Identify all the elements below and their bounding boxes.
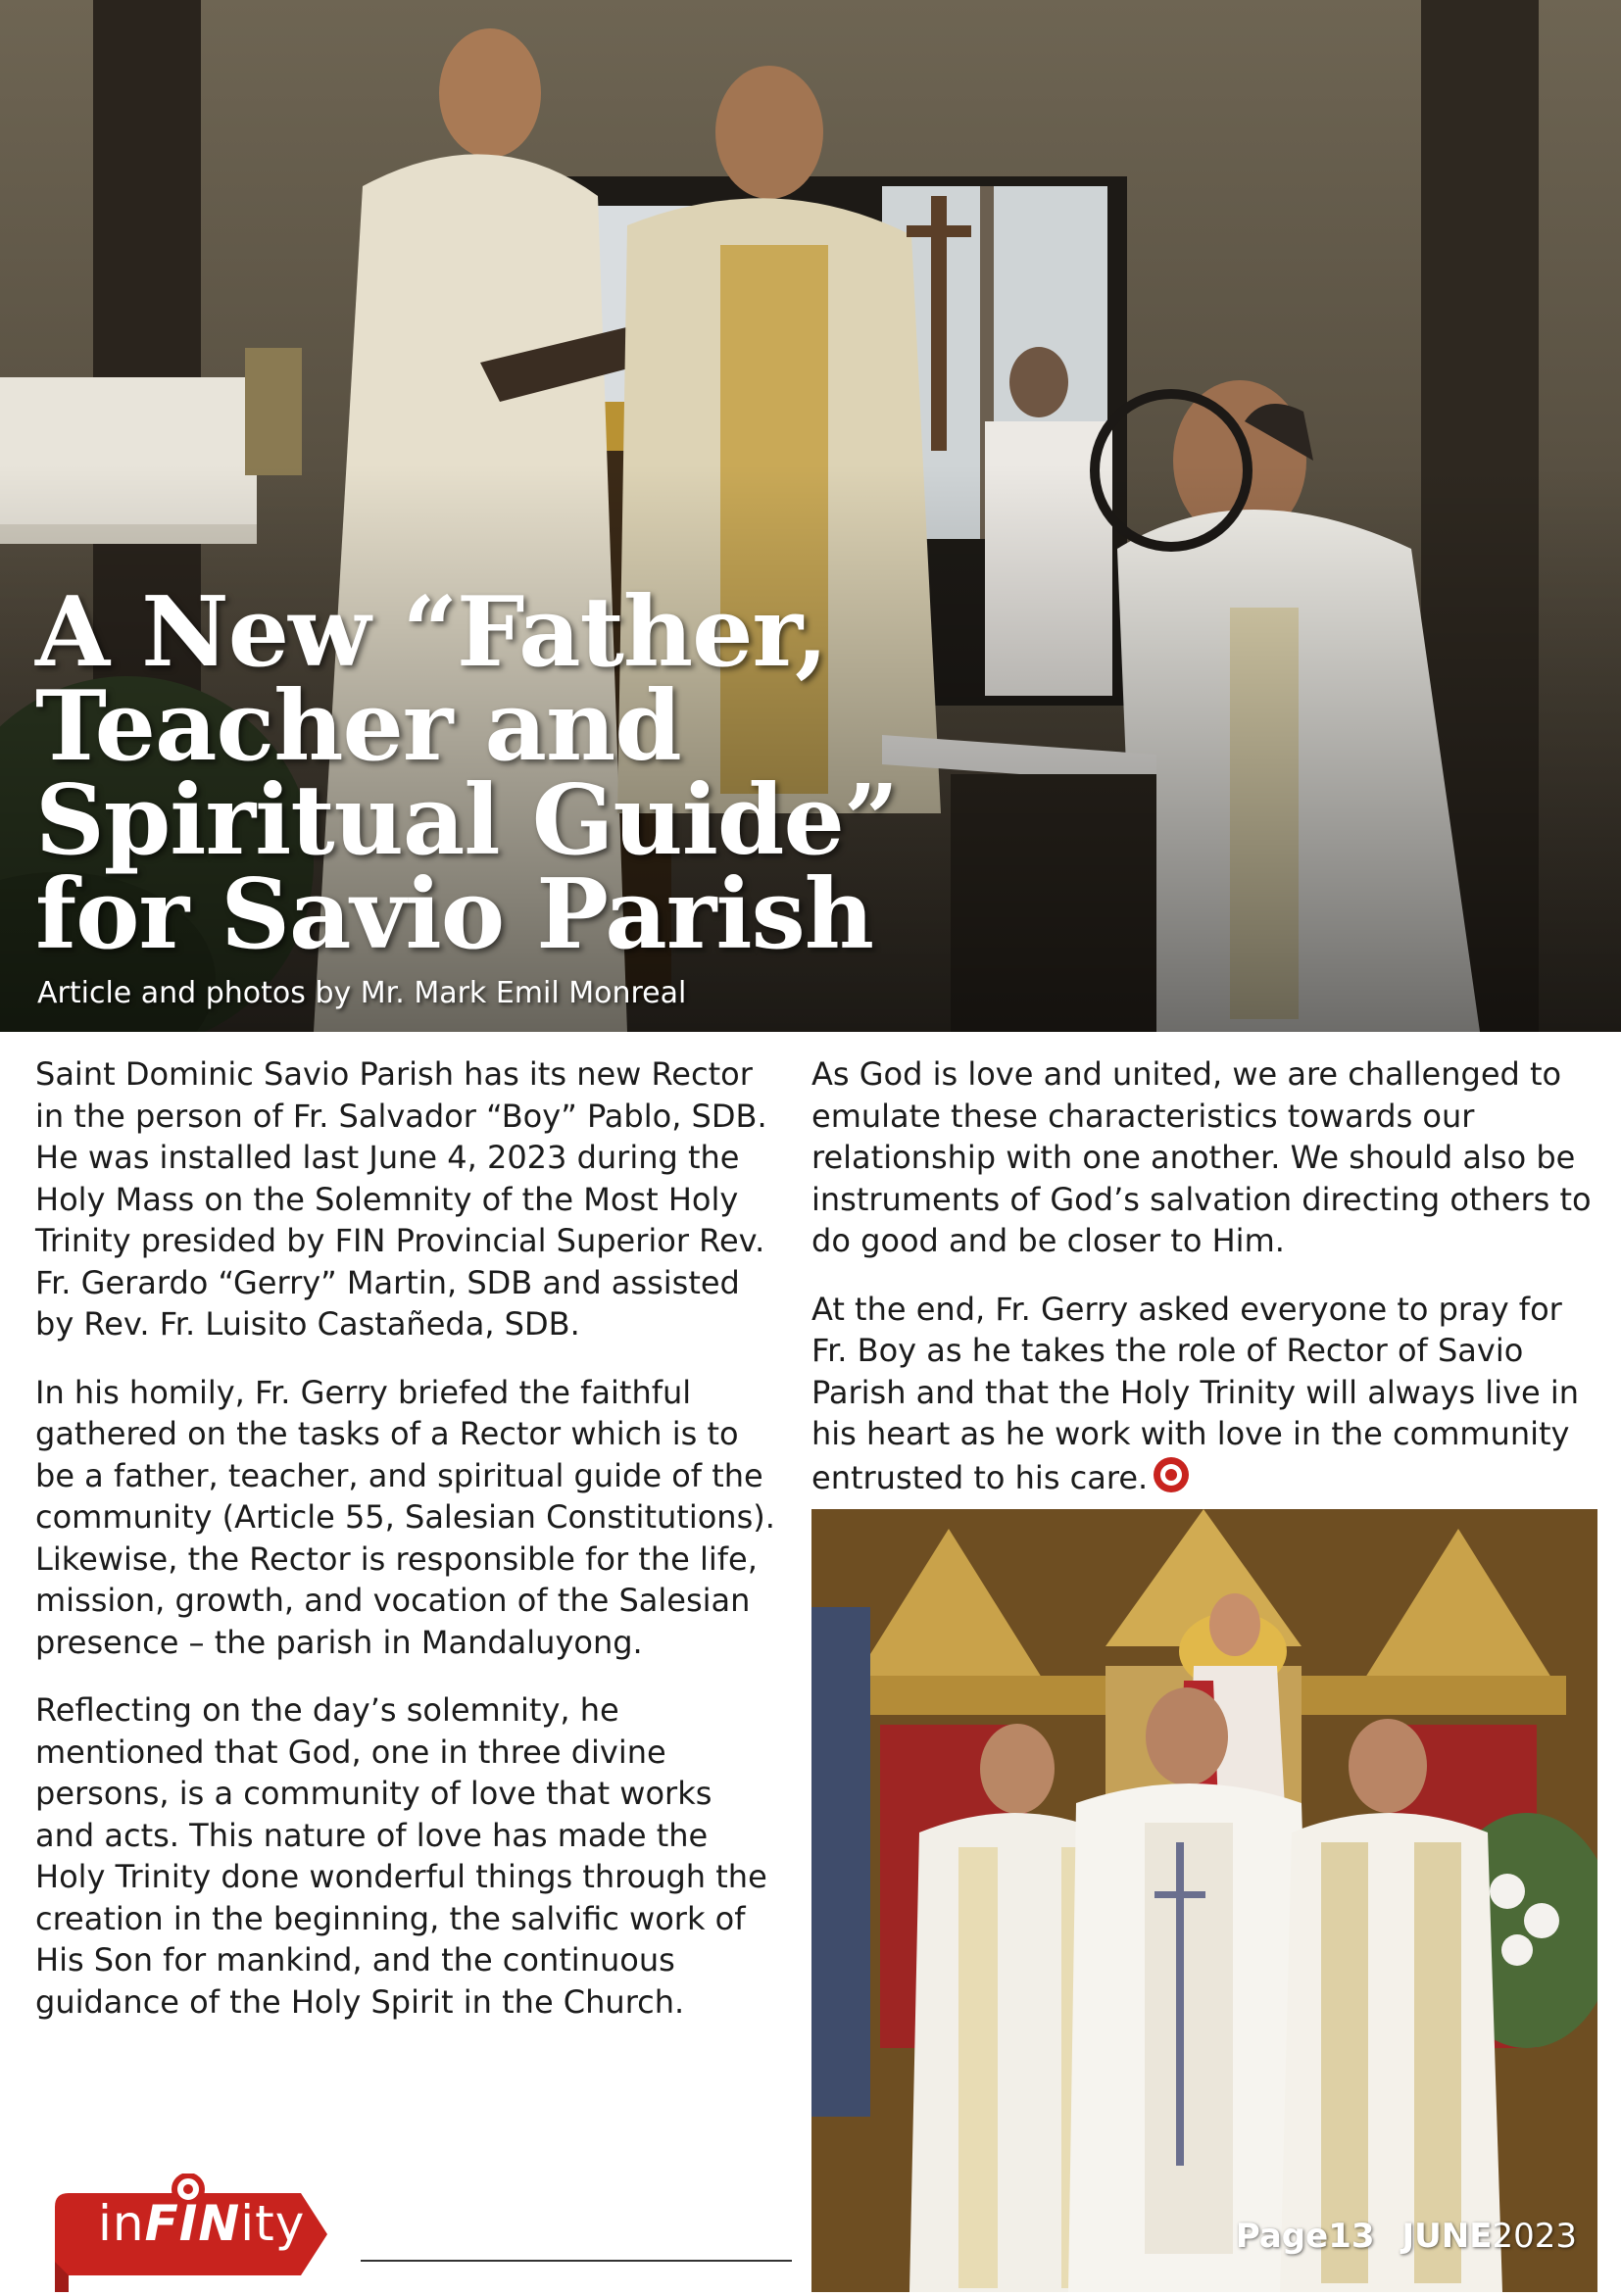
paragraph: Reflecting on the day’s solemnity, he mentioned that God, one in three divine persons, is a community of love that works and acts. This nature of love has made the Holy Trinity done wonderful things through the creation in the beginning, the salvific work of His Son for mankind, and the continuous guidance of the Holy Spirit in the Church. [35,1691,767,2021]
page-number: Page13 [1235,2217,1375,2256]
logo-text-pre: in [98,2195,145,2252]
title-line: for Savio Parish [35,858,874,971]
issue-year: 2023 [1492,2217,1577,2256]
left-column [35,1053,780,2049]
issue-month: JUNE [1401,2217,1493,2256]
right-column [811,1053,1605,1525]
group-photo [811,1509,1597,2292]
infinity-logo [51,2174,335,2292]
paragraph-end [811,1289,1605,1499]
hero-photo [0,0,1621,1032]
title-line: Teacher and [35,670,681,783]
footer-rule [361,2260,792,2262]
title-line: Spiritual Guide” [35,764,899,877]
paragraph: At the end, Fr. Gerry asked everyone to pray for Fr. Boy as he takes the role of Rector of Savio Parish and that the Holy Trinity will always live in his heart as he work with love in the community entrusted to his care. [811,1290,1580,1496]
title-line: A New “Father, [35,576,828,689]
logo-text-bold: FIN [144,2195,241,2252]
paragraph: Saint Dominic Savio Parish has its new Rector in the person of Fr. Salvador “Boy” Pablo, SDB. He was installed last June 4, 2023 during the Holy Mass on the Solemnity of the Most Holy Trinity presided by FIN Provincial Superior Rev. Fr. Gerardo “Gerry” Martin, SDB and assisted by Rev. Fr. Luisito Castañeda, SDB. [35,1055,767,1343]
page-info [1236,2217,1577,2256]
end-mark-icon [1152,1455,1191,1494]
logo-text [98,2195,305,2252]
article-title [35,576,899,971]
group-photo-illustration [811,1509,1597,2292]
paragraph: In his homily, Fr. Gerry briefed the faithful gathered on the tasks of a Rector which is to be a father, teacher, and spiritual guide of the community (Article 55, Salesian Constitutions). Likewise, the Rector is responsible for the life, mission, growth, and vocation of the Salesian presence – the parish in Mandaluyong. [35,1373,775,1661]
paragraph: As God is love and united, we are challenged to emulate these characteristics towards our relationship with one another. We should also be instruments of God’s salvation directing others to do good and be closer to Him. [811,1055,1592,1259]
logo-text-post: ity [240,2195,306,2252]
article-credit: Article and photos by Mr. Mark Emil Monreal [37,976,687,1010]
